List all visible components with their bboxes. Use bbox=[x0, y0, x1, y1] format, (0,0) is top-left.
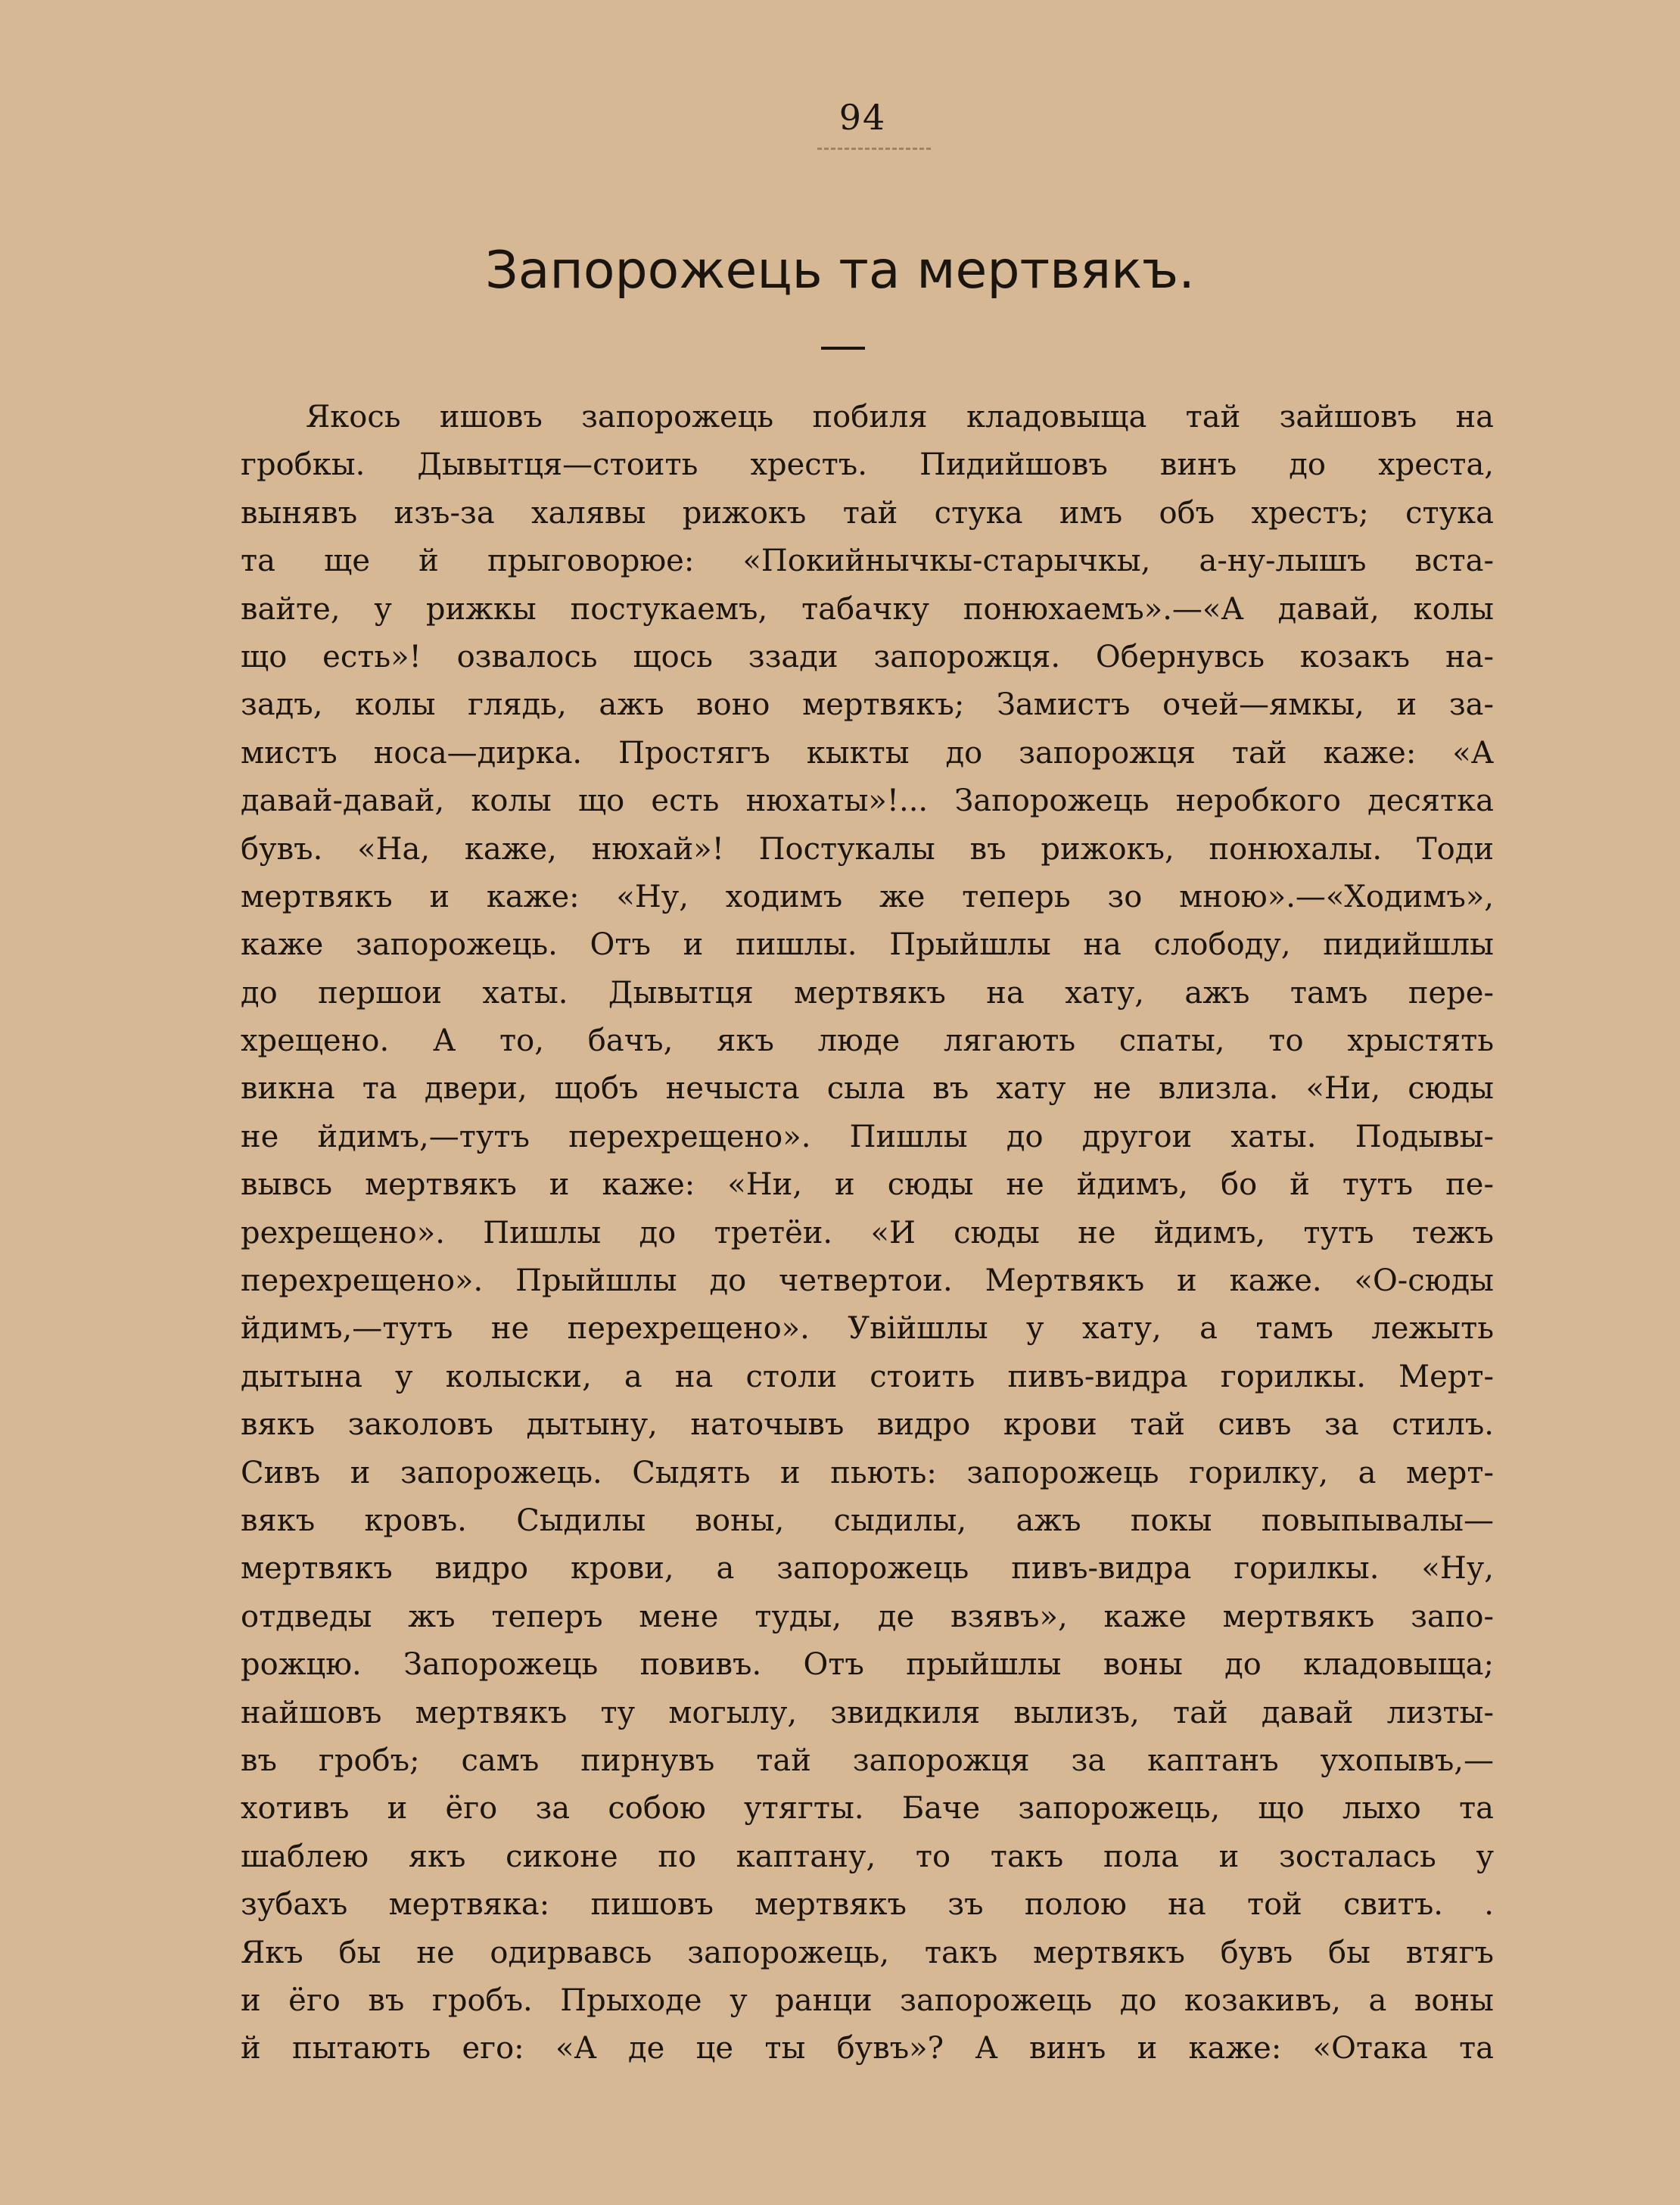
text-line: Якъ бы не одирвавсь запорожець, такъ мертвякъ бувъ бы втягъ bbox=[241, 1935, 1494, 1970]
text-line: вякъ заколовъ дытыну, наточывъ видро крови тай сивъ за стилъ. bbox=[241, 1407, 1494, 1443]
header-divider bbox=[817, 148, 931, 150]
text-line: Якось ишовъ запорожець побиля кладовыща тай зайшовъ на bbox=[306, 400, 1494, 434]
text-line: вывсь мертвякъ и каже: «Ни, и сюды не йдимъ, бо й тутъ пе- bbox=[241, 1167, 1494, 1203]
text-line: вайте, у рижкы постукаемъ, табачку понюхаемъ».—«А давай, колы bbox=[241, 591, 1494, 627]
text-line: каже запорожець. Отъ и пишлы. Прыйшлы на слободу, пидийшлы bbox=[241, 927, 1494, 963]
text-line: вякъ кровъ. Сыдилы воны, сыдилы, ажъ покы повыпывалы— bbox=[241, 1503, 1494, 1538]
text-line: дытына у колыски, а на столи стоить пивъ-видра горилкы. Мерт- bbox=[241, 1359, 1494, 1394]
text-line: зубахъ мертвяка: пишовъ мертвякъ зъ полою на той свитъ. . bbox=[241, 1887, 1494, 1923]
text-line: хрещено. А то, бачъ, якъ люде лягають спаты, то хрыстять bbox=[241, 1023, 1494, 1059]
text-line: рехрещено». Пишлы до третёи. «И сюды не йдимъ, тутъ тежъ bbox=[241, 1215, 1494, 1250]
text-line: мертвякъ видро крови, а запорожець пивъ-видра горилкы. «Ну, bbox=[241, 1551, 1494, 1587]
text-line: не йдимъ,—тутъ перехрещено». Пишлы до другои хаты. Подывы- bbox=[241, 1119, 1494, 1154]
text-line: найшовъ мертвякъ ту могылу, звидкиля вылизъ, тай давай лизты- bbox=[241, 1695, 1494, 1730]
text-line: й пытають его: «А де це ты бувъ»? А винъ и каже: «Отака та bbox=[241, 2031, 1494, 2066]
text-line: въ гробъ; самъ пирнувъ тай запорожця за каптанъ ухопывъ,— bbox=[241, 1743, 1494, 1778]
text-line: отдведы жъ теперъ мене туды, де взявъ», каже мертвякъ запо- bbox=[241, 1599, 1494, 1634]
text-line: хотивъ и ёго за собою утягты. Баче запорожець, що лыхо та bbox=[241, 1791, 1494, 1827]
text-line: Сивъ и запорожець. Сыдять и пьють: запорожець горилку, а мерт- bbox=[241, 1455, 1494, 1490]
text-line: та ще й прыговорюе: «Покийнычкы-старычкы, а-ну-лышъ вста- bbox=[241, 543, 1494, 579]
title-divider bbox=[821, 347, 865, 350]
text-line: йдимъ,—тутъ не перехрещено». Увійшлы у хату, а тамъ лежыть bbox=[241, 1311, 1494, 1347]
text-line: вынявъ изъ-за халявы рижокъ тай стука имъ объ хрестъ; стука bbox=[241, 495, 1494, 531]
text-line: що есть»! озвалось щось ззади запорожця. Обернувсь козакъ на- bbox=[241, 639, 1494, 674]
text-line: рожцю. Запорожець повивъ. Отъ прыйшлы воны до кладовыща; bbox=[241, 1647, 1494, 1683]
page-number: 94 bbox=[838, 97, 887, 138]
text-line: перехрещено». Прыйшлы до четвертои. Мертвякъ и каже. «О-сюды bbox=[241, 1263, 1494, 1299]
text-line: бувъ. «На, каже, нюхай»! Постукалы въ рижокъ, понюхалы. Тоди bbox=[241, 831, 1494, 867]
story-text bbox=[241, 394, 1494, 2073]
text-line: до першои хаты. Дывытця мертвякъ на хату, ажъ тамъ пере- bbox=[241, 975, 1494, 1011]
text-line: задъ, колы глядь, ажъ воно мертвякъ; Замистъ очей—ямкы, и за- bbox=[241, 687, 1494, 723]
story-title: Запорожець та мертвякъ. bbox=[485, 241, 1195, 301]
text-line: давай-давай, колы що есть нюхаты»!... Запорожець неробкого десятка bbox=[241, 783, 1494, 819]
text-line: мертвякъ и каже: «Ну, ходимъ же теперь зо мною».—«Ходимъ», bbox=[241, 879, 1494, 914]
text-line: мистъ носа—дирка. Простягъ кыкты до запорожця тай каже: «А bbox=[241, 735, 1494, 771]
text-line: и ёго въ гробъ. Прыходе у ранци запорожець до козакивъ, а воны bbox=[241, 1982, 1494, 2018]
text-line: гробкы. Дывытця—стоить хрестъ. Пидийшовъ винъ до хреста, bbox=[241, 447, 1494, 483]
text-line: шаблею якъ сиконе по каптану, то такъ пола и зосталась у bbox=[241, 1839, 1494, 1874]
text-line: викна та двери, щобъ нечыста сыла въ хату не влизла. «Ни, сюды bbox=[241, 1071, 1494, 1107]
